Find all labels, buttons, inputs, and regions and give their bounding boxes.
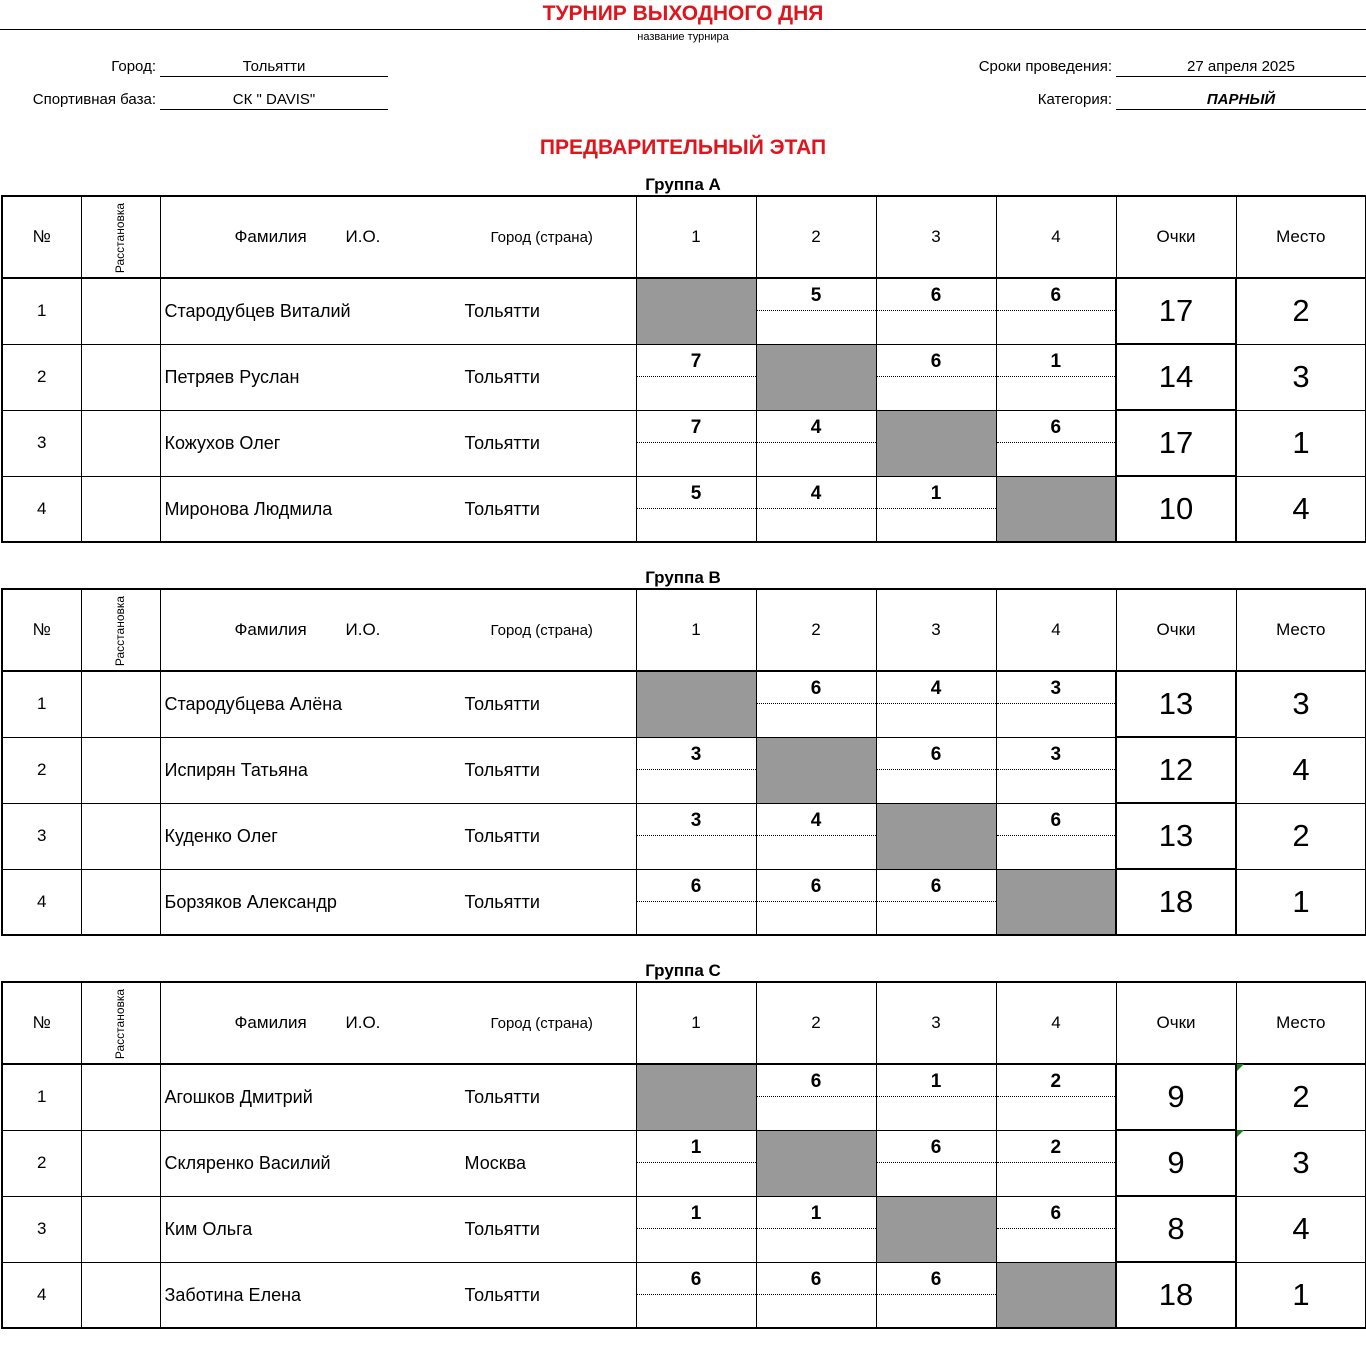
stage-title: ПРЕДВАРИТЕЛЬНЫЙ ЭТАП — [539, 136, 827, 159]
score-cell[interactable] — [756, 1064, 876, 1130]
table-row — [2, 278, 1366, 344]
player-cell[interactable] — [160, 278, 636, 344]
table-row — [2, 737, 1366, 803]
score-value: 6 — [637, 1263, 756, 1295]
col-num-label: № — [32, 620, 51, 639]
score-value: 6 — [757, 1263, 876, 1295]
score-value: 4 — [757, 477, 876, 509]
col-points-label: Очки — [1156, 227, 1196, 246]
col-opp3-label: 3 — [931, 1013, 941, 1032]
col-opp2-label: 2 — [811, 620, 821, 639]
col-surname-label: Фамилия — [234, 620, 307, 639]
score-cell[interactable] — [636, 344, 756, 410]
group-title: Группа А — [645, 175, 721, 194]
score-value: 2 — [997, 1131, 1116, 1163]
col-city-label: Город (страна) — [490, 1015, 593, 1032]
score-cell[interactable] — [876, 278, 996, 344]
points-cell[interactable]: 14 — [1116, 344, 1236, 410]
player-city: Тольятти — [464, 301, 540, 322]
col-opp3-header — [876, 982, 996, 1064]
player-city: Тольятти — [464, 826, 540, 846]
place-cell[interactable]: 1 — [1236, 1262, 1366, 1328]
dates-field[interactable]: 27 апреля 2025 — [1116, 57, 1366, 77]
col-surname-label: Фамилия — [234, 227, 307, 246]
score-value: 6 — [877, 1131, 996, 1163]
score-cell[interactable] — [876, 869, 996, 935]
col-city-label: Город (страна) — [490, 229, 593, 246]
score-value: 7 — [637, 411, 756, 443]
table-header-row — [2, 196, 1366, 278]
table-row — [2, 410, 1366, 476]
base-label: Спортивная база: — [32, 91, 156, 108]
group-2 — [0, 568, 1366, 968]
city-field[interactable]: Тольятти — [160, 57, 388, 77]
self-match-cell — [636, 278, 756, 344]
player-number[interactable]: 4 — [2, 1262, 81, 1328]
col-opp4-header — [996, 589, 1116, 671]
col-opp1-label: 1 — [691, 620, 701, 639]
self-match-cell — [636, 671, 756, 737]
col-place-header — [1236, 589, 1366, 671]
score-value: 1 — [877, 477, 996, 509]
col-opp1-header — [636, 982, 756, 1064]
score-value: 3 — [637, 804, 756, 836]
score-value: 7 — [637, 345, 756, 377]
col-place-label: Место — [1276, 620, 1326, 639]
score-value: 4 — [877, 672, 996, 704]
score-cell[interactable] — [876, 344, 996, 410]
player-number[interactable]: 1 — [2, 671, 81, 737]
player-cell[interactable] — [160, 803, 636, 869]
seed-cell[interactable] — [81, 344, 160, 410]
score-value: 6 — [757, 672, 876, 704]
player-city: Тольятти — [464, 367, 540, 387]
score-value: 1 — [997, 345, 1116, 377]
group-title: Группа В — [645, 568, 721, 587]
seed-cell[interactable] — [81, 737, 160, 803]
base-field[interactable]: СК " DAVIS" — [160, 90, 388, 110]
player-number[interactable]: 4 — [2, 476, 81, 542]
points-cell[interactable]: 13 — [1116, 671, 1236, 737]
score-cell[interactable] — [636, 803, 756, 869]
table-header-row — [2, 589, 1366, 671]
score-value: 6 — [997, 804, 1116, 836]
player-number[interactable]: 1 — [2, 278, 81, 344]
score-cell[interactable] — [876, 1130, 996, 1196]
score-cell[interactable] — [756, 671, 876, 737]
player-name: Заботина Елена — [164, 1284, 302, 1305]
self-match-cell — [756, 737, 876, 803]
table-row — [2, 671, 1366, 737]
col-place-header — [1236, 982, 1366, 1064]
col-num-header — [2, 589, 81, 671]
col-initials-label: И.О. — [345, 227, 381, 246]
points-cell[interactable]: 10 — [1116, 476, 1236, 542]
player-number[interactable]: 3 — [2, 803, 81, 869]
player-name: Стародубцева Алёна — [164, 694, 343, 715]
seed-cell[interactable] — [81, 410, 160, 476]
table-row — [2, 1262, 1366, 1328]
col-place-label: Место — [1276, 1013, 1326, 1032]
seed-cell[interactable] — [81, 869, 160, 935]
dates-label: Сроки проведения: — [978, 58, 1112, 75]
player-name: Петряев Руслан — [164, 367, 300, 387]
col-opp3-label: 3 — [931, 227, 941, 246]
player-cell[interactable] — [160, 476, 636, 542]
score-cell[interactable] — [996, 1064, 1116, 1130]
player-name: Кожухов Олег — [164, 433, 281, 453]
col-place-label: Место — [1276, 227, 1326, 246]
points-cell[interactable]: 12 — [1116, 737, 1236, 803]
group-1 — [0, 175, 1366, 575]
score-value: 6 — [637, 870, 756, 902]
player-name: Ким Ольга — [164, 1219, 253, 1239]
player-name: Испирян Татьяна — [164, 760, 308, 780]
col-opp1-label: 1 — [691, 1013, 701, 1032]
col-city-label: Город (страна) — [490, 622, 593, 639]
player-number[interactable]: 3 — [2, 1196, 81, 1262]
table-row — [2, 476, 1366, 542]
points-cell[interactable]: 18 — [1116, 869, 1236, 935]
col-seed-header — [81, 982, 160, 1064]
score-value: 1 — [637, 1131, 756, 1163]
player-number[interactable]: 4 — [2, 869, 81, 935]
score-value: 6 — [877, 738, 996, 770]
col-opp4-label: 4 — [1051, 620, 1061, 639]
place-cell[interactable]: 4 — [1236, 1196, 1366, 1262]
score-value: 6 — [877, 1263, 996, 1295]
group-table — [1, 588, 1366, 936]
score-value: 6 — [997, 279, 1116, 311]
self-match-cell — [996, 476, 1116, 542]
score-cell[interactable] — [636, 737, 756, 803]
col-opp1-header — [636, 589, 756, 671]
self-match-cell — [876, 410, 996, 476]
points-cell[interactable]: 9 — [1116, 1064, 1236, 1130]
player-city: Тольятти — [464, 760, 540, 780]
score-cell[interactable] — [756, 803, 876, 869]
score-cell[interactable] — [996, 410, 1116, 476]
player-number[interactable]: 2 — [2, 1130, 81, 1196]
player-cell[interactable] — [160, 737, 636, 803]
table-row — [2, 1130, 1366, 1196]
self-match-cell — [756, 1130, 876, 1196]
score-value: 3 — [997, 738, 1116, 770]
seed-cell[interactable] — [81, 476, 160, 542]
self-match-cell — [996, 869, 1116, 935]
tournament-title: ТУРНИР ВЫХОДНОГО ДНЯ — [542, 2, 824, 25]
player-name: Борзяков Александр — [164, 891, 337, 912]
player-city: Тольятти — [464, 433, 540, 453]
tournament-subtitle: название турнира — [637, 31, 729, 43]
score-cell[interactable] — [876, 476, 996, 542]
place-cell[interactable]: 1 — [1236, 410, 1366, 476]
place-cell[interactable]: 2 — [1236, 278, 1366, 344]
col-points-header — [1116, 982, 1236, 1064]
score-cell[interactable] — [996, 1196, 1116, 1262]
score-value: 1 — [757, 1197, 876, 1229]
col-seed-label: Расстановка — [113, 988, 128, 1060]
score-cell[interactable] — [636, 410, 756, 476]
self-match-cell — [756, 344, 876, 410]
score-cell[interactable] — [636, 476, 756, 542]
seed-cell[interactable] — [81, 671, 160, 737]
player-cell[interactable] — [160, 671, 636, 737]
col-seed-label: Расстановка — [113, 202, 128, 274]
player-city: Тольятти — [464, 1087, 540, 1108]
score-cell[interactable] — [756, 410, 876, 476]
col-surname-label: Фамилия — [234, 1013, 307, 1032]
score-value: 6 — [757, 870, 876, 902]
score-cell[interactable] — [996, 278, 1116, 344]
place-cell[interactable]: 1 — [1236, 869, 1366, 935]
col-num-header — [2, 196, 81, 278]
table-row — [2, 1196, 1366, 1262]
col-opp4-header — [996, 196, 1116, 278]
place-cell[interactable]: 3 — [1236, 344, 1366, 410]
self-match-cell — [996, 1262, 1116, 1328]
self-match-cell — [876, 803, 996, 869]
player-name: Скляренко Василий — [164, 1153, 331, 1173]
self-match-cell — [876, 1196, 996, 1262]
col-points-label: Очки — [1156, 1013, 1196, 1032]
table-row — [2, 1064, 1366, 1130]
score-value: 3 — [997, 672, 1116, 704]
col-initials-label: И.О. — [345, 1013, 381, 1032]
score-value: 6 — [877, 345, 996, 377]
place-cell[interactable]: 3 — [1236, 671, 1366, 737]
score-value: 1 — [877, 1065, 996, 1097]
col-num-header — [2, 982, 81, 1064]
player-cell[interactable] — [160, 1262, 636, 1328]
score-cell[interactable] — [996, 1130, 1116, 1196]
col-name-header — [160, 982, 636, 1064]
score-cell[interactable] — [876, 737, 996, 803]
category-field[interactable]: ПАРНЫЙ — [1116, 90, 1366, 110]
score-cell[interactable] — [996, 344, 1116, 410]
self-match-cell — [636, 1064, 756, 1130]
seed-cell[interactable] — [81, 1064, 160, 1130]
score-value: 5 — [757, 279, 876, 311]
player-number[interactable]: 2 — [2, 737, 81, 803]
points-cell[interactable]: 17 — [1116, 410, 1236, 476]
player-name: Агошков Дмитрий — [164, 1087, 313, 1108]
col-opp4-label: 4 — [1051, 227, 1061, 246]
points-cell[interactable]: 18 — [1116, 1262, 1236, 1328]
col-place-header — [1236, 196, 1366, 278]
group-table — [1, 195, 1366, 543]
place-cell[interactable]: 3 — [1236, 1130, 1366, 1196]
score-cell[interactable] — [756, 1262, 876, 1328]
player-name: Куденко Олег — [164, 826, 278, 846]
player-cell[interactable] — [160, 410, 636, 476]
score-cell[interactable] — [756, 1196, 876, 1262]
score-cell[interactable] — [876, 671, 996, 737]
place-cell[interactable]: 2 — [1236, 1064, 1366, 1130]
points-cell[interactable]: 9 — [1116, 1130, 1236, 1196]
col-opp3-label: 3 — [931, 620, 941, 639]
col-initials-label: И.О. — [345, 620, 381, 639]
table-row — [2, 803, 1366, 869]
player-cell[interactable] — [160, 1196, 636, 1262]
col-opp2-header — [756, 196, 876, 278]
col-opp4-label: 4 — [1051, 1013, 1061, 1032]
score-value: 5 — [637, 477, 756, 509]
score-cell[interactable] — [636, 1262, 756, 1328]
score-value: 6 — [997, 411, 1116, 443]
player-city: Тольятти — [464, 1219, 540, 1239]
seed-cell[interactable] — [81, 803, 160, 869]
seed-cell[interactable] — [81, 1262, 160, 1328]
col-points-label: Очки — [1156, 620, 1196, 639]
col-opp2-header — [756, 589, 876, 671]
player-city: Тольятти — [464, 498, 540, 519]
col-seed-label: Расстановка — [113, 595, 128, 667]
score-cell[interactable] — [996, 803, 1116, 869]
score-value: 6 — [877, 870, 996, 902]
player-number[interactable]: 3 — [2, 410, 81, 476]
col-num-label: № — [32, 227, 51, 246]
comment-marker-icon[interactable] — [1237, 1064, 1244, 1071]
col-opp2-label: 2 — [811, 1013, 821, 1032]
player-name: Миронова Людмила — [164, 498, 333, 519]
seed-cell[interactable] — [81, 278, 160, 344]
col-points-header — [1116, 589, 1236, 671]
group-title: Группа С — [645, 961, 721, 980]
col-opp4-header — [996, 982, 1116, 1064]
score-cell[interactable] — [636, 1196, 756, 1262]
player-number[interactable]: 1 — [2, 1064, 81, 1130]
col-points-header — [1116, 196, 1236, 278]
points-cell[interactable]: 8 — [1116, 1196, 1236, 1262]
city-label: Город: — [111, 58, 156, 75]
score-value: 3 — [637, 738, 756, 770]
score-value: 1 — [637, 1197, 756, 1229]
score-cell[interactable] — [756, 278, 876, 344]
group-table — [1, 981, 1366, 1329]
col-seed-header — [81, 589, 160, 671]
player-city: Тольятти — [464, 1284, 540, 1305]
player-name: Стародубцев Виталий — [164, 301, 351, 322]
comment-marker-icon[interactable] — [1237, 1130, 1244, 1137]
player-city: Москва — [464, 1153, 526, 1173]
score-cell[interactable] — [636, 869, 756, 935]
place-cell[interactable]: 4 — [1236, 476, 1366, 542]
score-value: 6 — [877, 279, 996, 311]
score-cell[interactable] — [636, 1130, 756, 1196]
player-city: Тольятти — [464, 891, 540, 912]
player-number[interactable]: 2 — [2, 344, 81, 410]
table-row — [2, 344, 1366, 410]
player-cell[interactable] — [160, 344, 636, 410]
score-value: 4 — [757, 804, 876, 836]
category-label: Категория: — [1037, 91, 1112, 108]
score-cell[interactable] — [756, 476, 876, 542]
col-opp3-header — [876, 196, 996, 278]
place-cell[interactable]: 2 — [1236, 803, 1366, 869]
col-opp2-header — [756, 982, 876, 1064]
score-value: 6 — [997, 1197, 1116, 1229]
player-cell[interactable] — [160, 869, 636, 935]
score-value: 4 — [757, 411, 876, 443]
col-seed-header — [81, 196, 160, 278]
player-cell[interactable] — [160, 1130, 636, 1196]
player-cell[interactable] — [160, 1064, 636, 1130]
points-cell[interactable]: 13 — [1116, 803, 1236, 869]
table-row — [2, 869, 1366, 935]
score-cell[interactable] — [876, 1262, 996, 1328]
score-cell[interactable] — [996, 671, 1116, 737]
score-value: 2 — [997, 1065, 1116, 1097]
place-cell[interactable]: 4 — [1236, 737, 1366, 803]
col-opp1-label: 1 — [691, 227, 701, 246]
group-3 — [0, 961, 1366, 1361]
title-divider — [0, 29, 1366, 30]
score-cell[interactable] — [876, 1064, 996, 1130]
col-num-label: № — [32, 1013, 51, 1032]
seed-cell[interactable] — [81, 1130, 160, 1196]
player-city: Тольятти — [464, 694, 540, 715]
points-cell[interactable]: 17 — [1116, 278, 1236, 344]
table-header-row — [2, 982, 1366, 1064]
seed-cell[interactable] — [81, 1196, 160, 1262]
col-name-header — [160, 196, 636, 278]
score-cell[interactable] — [996, 737, 1116, 803]
col-opp1-header — [636, 196, 756, 278]
col-opp3-header — [876, 589, 996, 671]
score-cell[interactable] — [756, 869, 876, 935]
col-opp2-label: 2 — [811, 227, 821, 246]
score-value: 6 — [757, 1065, 876, 1097]
col-name-header — [160, 589, 636, 671]
